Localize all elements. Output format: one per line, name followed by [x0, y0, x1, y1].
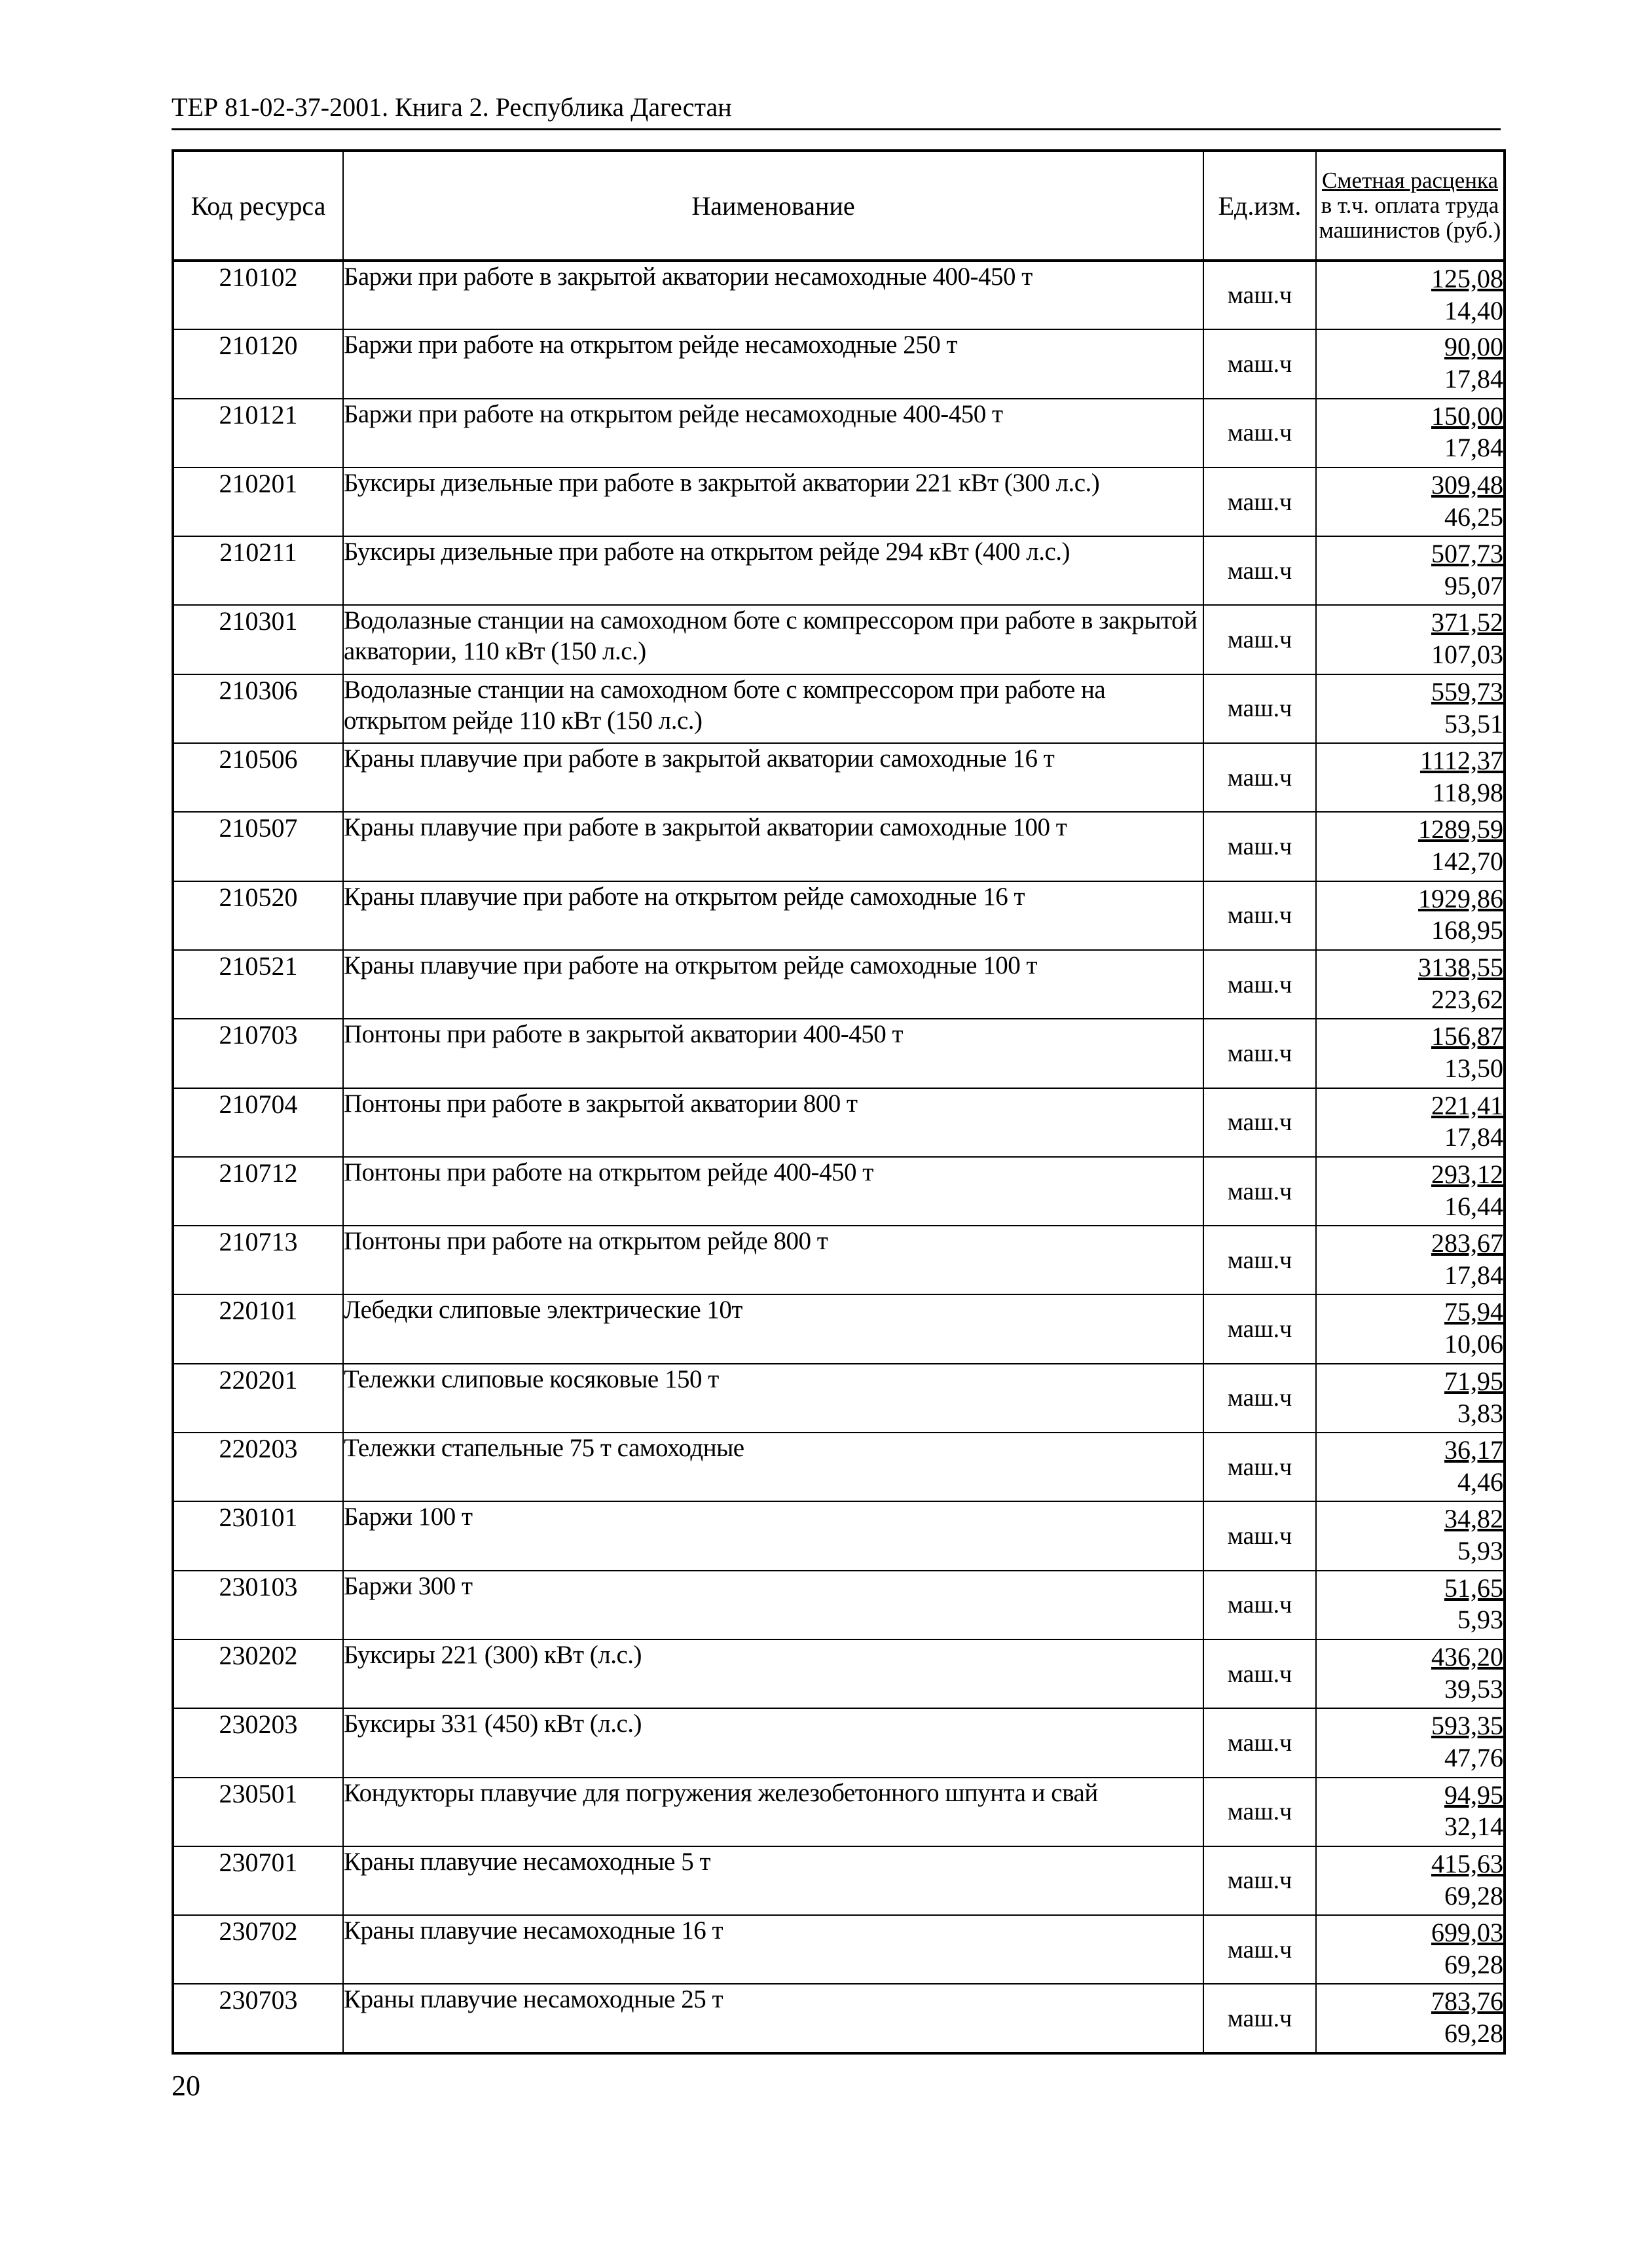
cell-unit: маш.ч	[1203, 1088, 1316, 1157]
cell-code: 210201	[173, 467, 343, 536]
price-wage: 16,44	[1444, 1191, 1503, 1221]
cell-code: 210713	[173, 1226, 343, 1294]
price-wage: 5,93	[1457, 1605, 1503, 1635]
cell-code: 210703	[173, 1019, 343, 1088]
table-row	[173, 1157, 1505, 1226]
cell-name: Понтоны при работе в закрытой акватории 800 т	[343, 1088, 1203, 1157]
table-header-row	[173, 151, 1505, 261]
cell-price	[1316, 1708, 1505, 1777]
cell-unit: маш.ч	[1203, 1915, 1316, 1984]
table-row	[173, 812, 1505, 881]
cell-code: 220101	[173, 1294, 343, 1363]
price-wage: 4,46	[1457, 1467, 1503, 1497]
cell-unit: маш.ч	[1203, 1294, 1316, 1363]
price-total: 559,73	[1431, 676, 1503, 706]
price-total: 783,76	[1431, 1986, 1503, 2017]
price-wage: 46,25	[1444, 502, 1503, 532]
cell-unit: маш.ч	[1203, 1984, 1316, 2053]
cell-unit: маш.ч	[1203, 881, 1316, 950]
price-total: 75,94	[1444, 1297, 1503, 1327]
price-wage: 32,14	[1444, 1812, 1503, 1842]
table-row	[173, 1639, 1505, 1708]
table-row	[173, 1294, 1505, 1363]
price-wage: 10,06	[1444, 1329, 1503, 1359]
cell-price	[1316, 1019, 1505, 1088]
table-row	[173, 950, 1505, 1019]
header-rule	[172, 128, 1501, 130]
price-wage: 118,98	[1432, 777, 1503, 807]
cell-price	[1316, 1088, 1505, 1157]
cell-price	[1316, 1294, 1505, 1363]
cell-name: Краны плавучие несамоходные 25 т	[343, 1984, 1203, 2053]
price-total: 36,17	[1444, 1435, 1503, 1465]
table-row	[173, 329, 1505, 398]
cell-code: 220203	[173, 1433, 343, 1501]
price-wage: 107,03	[1431, 640, 1503, 670]
price-total: 125,08	[1431, 264, 1503, 293]
cell-price	[1316, 1639, 1505, 1708]
col-header-price	[1316, 151, 1505, 261]
cell-name: Буксиры 331 (450) кВт (л.с.)	[343, 1708, 1203, 1777]
price-wage: 142,70	[1431, 847, 1503, 877]
cell-name: Краны плавучие несамоходные 16 т	[343, 1915, 1203, 1984]
cell-code: 230101	[173, 1501, 343, 1570]
cell-unit: маш.ч	[1203, 1364, 1316, 1433]
cell-code: 230703	[173, 1984, 343, 2053]
price-total: 309,48	[1431, 469, 1503, 500]
price-total: 90,00	[1444, 332, 1503, 362]
price-wage: 17,84	[1444, 433, 1503, 463]
cell-name: Баржи 300 т	[343, 1571, 1203, 1639]
table-row	[173, 261, 1505, 329]
price-total: 156,87	[1431, 1021, 1503, 1052]
table-row	[173, 1984, 1505, 2053]
price-wage: 17,84	[1444, 1260, 1503, 1290]
price-total: 51,65	[1444, 1573, 1503, 1603]
cell-price	[1316, 1226, 1505, 1294]
cell-code: 210306	[173, 674, 343, 743]
cell-name: Понтоны при работе на открытом рейде 400-450 т	[343, 1157, 1203, 1226]
cell-unit: маш.ч	[1203, 536, 1316, 605]
cell-price	[1316, 261, 1505, 329]
table-row	[173, 881, 1505, 950]
table-row	[173, 743, 1505, 812]
cell-code: 210211	[173, 536, 343, 605]
table-row	[173, 1364, 1505, 1433]
price-total: 593,35	[1431, 1711, 1503, 1741]
price-wage: 53,51	[1444, 708, 1503, 739]
price-wage: 17,84	[1444, 1122, 1503, 1152]
cell-price	[1316, 950, 1505, 1019]
col-header-unit: Ед.изм.	[1203, 151, 1316, 261]
cell-name: Краны плавучие при работе в закрытой акватории самоходные 100 т	[343, 812, 1203, 881]
price-wage: 168,95	[1431, 915, 1503, 945]
col-header-name: Наименование	[343, 151, 1203, 261]
price-total: 699,03	[1431, 1918, 1503, 1948]
cell-price	[1316, 743, 1505, 812]
cell-name: Краны плавучие несамоходные 5 т	[343, 1846, 1203, 1915]
cell-code: 230702	[173, 1915, 343, 1984]
price-wage: 47,76	[1444, 1743, 1503, 1773]
cell-price	[1316, 467, 1505, 536]
cell-price	[1316, 536, 1505, 605]
cell-unit: маш.ч	[1203, 1708, 1316, 1777]
price-wage: 69,28	[1444, 2019, 1503, 2049]
cell-code: 230203	[173, 1708, 343, 1777]
cell-name: Водолазные станции на самоходном боте с компрессором при работе в закрытой акватории, 110 кВт (150 л.с.)	[343, 605, 1203, 674]
cell-price	[1316, 1501, 1505, 1570]
price-total: 371,52	[1431, 608, 1503, 638]
price-wage: 5,93	[1457, 1536, 1503, 1566]
table-row	[173, 536, 1505, 605]
cell-name: Кондукторы плавучие для погружения железобетонного шпунта и свай	[343, 1778, 1203, 1846]
cell-price	[1316, 1846, 1505, 1915]
col-header-price-line1: Сметная расценка	[1321, 168, 1498, 194]
table-row	[173, 1501, 1505, 1570]
table-row	[173, 1226, 1505, 1294]
cell-unit: маш.ч	[1203, 1571, 1316, 1639]
cell-name: Краны плавучие при работе в закрытой акватории самоходные 16 т	[343, 743, 1203, 812]
cell-code: 230501	[173, 1778, 343, 1846]
cell-price	[1316, 1984, 1505, 2053]
col-header-price-line2: в т.ч. оплата труда	[1321, 192, 1499, 219]
cell-name: Краны плавучие при работе на открытом рейде самоходные 100 т	[343, 950, 1203, 1019]
cell-price	[1316, 1157, 1505, 1226]
cell-code: 210521	[173, 950, 343, 1019]
cell-name: Баржи при работе на открытом рейде несамоходные 400-450 т	[343, 399, 1203, 467]
cell-unit: маш.ч	[1203, 1433, 1316, 1501]
price-total: 1929,86	[1418, 883, 1503, 913]
price-wage: 39,53	[1444, 1674, 1503, 1704]
table-row	[173, 674, 1505, 743]
price-wage: 95,07	[1444, 570, 1503, 600]
price-total: 1289,59	[1418, 814, 1503, 845]
cell-name: Тележки стапельные 75 т самоходные	[343, 1433, 1203, 1501]
price-wage: 69,28	[1444, 1949, 1503, 1979]
cell-name: Понтоны при работе в закрытой акватории 400-450 т	[343, 1019, 1203, 1088]
price-total: 3138,55	[1418, 952, 1503, 982]
cell-unit: маш.ч	[1203, 1639, 1316, 1708]
price-total: 71,95	[1444, 1366, 1503, 1396]
price-total: 221,41	[1431, 1090, 1503, 1120]
price-total: 283,67	[1431, 1228, 1503, 1258]
cell-name: Буксиры дизельные при работе на открытом рейде 294 кВт (400 л.с.)	[343, 536, 1203, 605]
cell-code: 210704	[173, 1088, 343, 1157]
cell-code: 210120	[173, 329, 343, 398]
cell-price	[1316, 1778, 1505, 1846]
table-row	[173, 467, 1505, 536]
cell-code: 210301	[173, 605, 343, 674]
cell-unit: маш.ч	[1203, 1019, 1316, 1088]
cell-code: 210712	[173, 1157, 343, 1226]
table-row	[173, 1846, 1505, 1915]
cell-name: Тележки слиповые косяковые 150 т	[343, 1364, 1203, 1433]
col-header-code: Код ресурса	[173, 151, 343, 261]
cell-unit: маш.ч	[1203, 399, 1316, 467]
cell-unit: маш.ч	[1203, 674, 1316, 743]
price-total: 293,12	[1431, 1159, 1503, 1189]
resource-table	[172, 149, 1506, 2055]
price-wage: 69,28	[1444, 1880, 1503, 1911]
table-row	[173, 1571, 1505, 1639]
table-row	[173, 1019, 1505, 1088]
price-total: 1112,37	[1419, 746, 1503, 776]
price-total: 34,82	[1444, 1504, 1503, 1534]
cell-price	[1316, 1364, 1505, 1433]
price-wage: 17,84	[1444, 364, 1503, 394]
cell-unit: маш.ч	[1203, 743, 1316, 812]
table-row	[173, 1915, 1505, 1984]
price-total: 150,00	[1431, 401, 1503, 431]
cell-unit: маш.ч	[1203, 261, 1316, 329]
cell-price	[1316, 1915, 1505, 1984]
table-row	[173, 605, 1505, 674]
cell-unit: маш.ч	[1203, 1226, 1316, 1294]
cell-name: Буксиры дизельные при работе в закрытой акватории 221 кВт (300 л.с.)	[343, 467, 1203, 536]
cell-unit: маш.ч	[1203, 605, 1316, 674]
cell-price	[1316, 605, 1505, 674]
cell-code: 220201	[173, 1364, 343, 1433]
cell-code: 210102	[173, 261, 343, 329]
cell-code: 210507	[173, 812, 343, 881]
cell-name: Буксиры 221 (300) кВт (л.с.)	[343, 1639, 1203, 1708]
price-total: 94,95	[1444, 1780, 1503, 1810]
price-wage: 13,50	[1444, 1053, 1503, 1084]
price-total: 436,20	[1431, 1641, 1503, 1672]
page-header: ТЕР 81-02-37-2001. Книга 2. Республика Дагестан	[172, 92, 732, 122]
cell-code: 210121	[173, 399, 343, 467]
cell-name: Краны плавучие при работе на открытом рейде самоходные 16 т	[343, 881, 1203, 950]
table-row	[173, 1088, 1505, 1157]
price-wage: 223,62	[1431, 984, 1503, 1014]
price-wage: 3,83	[1457, 1398, 1503, 1428]
cell-unit: маш.ч	[1203, 1157, 1316, 1226]
cell-name: Баржи при работе на открытом рейде несамоходные 250 т	[343, 329, 1203, 398]
page-number: 20	[172, 2070, 200, 2102]
table-row	[173, 1708, 1505, 1777]
cell-name: Баржи 100 т	[343, 1501, 1203, 1570]
cell-price	[1316, 1433, 1505, 1501]
cell-code: 230202	[173, 1639, 343, 1708]
cell-code: 210506	[173, 743, 343, 812]
cell-unit: маш.ч	[1203, 950, 1316, 1019]
price-total: 507,73	[1431, 539, 1503, 569]
cell-unit: маш.ч	[1203, 1846, 1316, 1915]
cell-price	[1316, 881, 1505, 950]
cell-unit: маш.ч	[1203, 329, 1316, 398]
cell-name: Лебедки слиповые электрические 10т	[343, 1294, 1203, 1363]
cell-price	[1316, 329, 1505, 398]
cell-price	[1316, 812, 1505, 881]
cell-name: Водолазные станции на самоходном боте с компрессором при работе на открытом рейде 110 кВт (150 л.с.)	[343, 674, 1203, 743]
cell-price	[1316, 399, 1505, 467]
table-row	[173, 1433, 1505, 1501]
cell-unit: маш.ч	[1203, 1778, 1316, 1846]
cell-name: Баржи при работе в закрытой акватории несамоходные 400-450 т	[343, 261, 1203, 329]
cell-unit: маш.ч	[1203, 467, 1316, 536]
cell-code: 230701	[173, 1846, 343, 1915]
table-body	[173, 261, 1505, 2053]
cell-price	[1316, 1571, 1505, 1639]
table-row	[173, 1778, 1505, 1846]
cell-code: 210520	[173, 881, 343, 950]
price-wage: 14,40	[1444, 295, 1503, 325]
cell-unit: маш.ч	[1203, 812, 1316, 881]
cell-unit: маш.ч	[1203, 1501, 1316, 1570]
cell-name: Понтоны при работе на открытом рейде 800 т	[343, 1226, 1203, 1294]
cell-price	[1316, 674, 1505, 743]
table-row	[173, 399, 1505, 467]
col-header-price-line3: машинистов (руб.)	[1319, 217, 1501, 243]
cell-code: 230103	[173, 1571, 343, 1639]
price-total: 415,63	[1431, 1848, 1503, 1878]
